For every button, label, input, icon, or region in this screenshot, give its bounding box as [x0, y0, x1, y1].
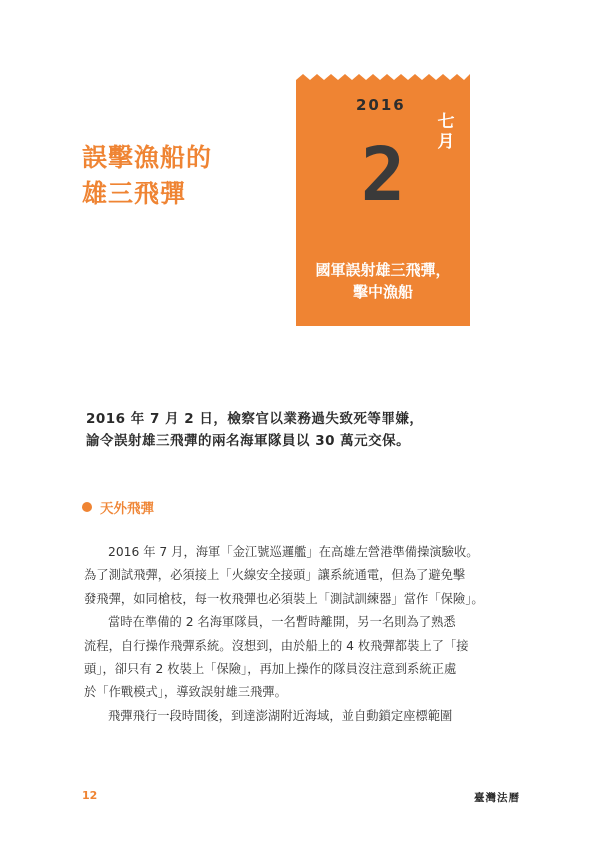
calendar-event-line2: 擊中漁船 [352, 283, 413, 301]
page-number: 12 [82, 789, 98, 802]
bullet-dot-icon [82, 502, 92, 512]
calendar-event [296, 259, 470, 303]
calendar-year: 2016 [356, 96, 406, 114]
calendar-day: 2 [360, 132, 406, 218]
body-line: 流程，自行操作飛彈系統。沒想到，由於船上的 4 枚飛彈都裝上了「接 [84, 638, 469, 653]
summary-line: 2016 年 7 月 2 日，檢察官以業務過失致死等罪嫌， [86, 411, 424, 427]
section-heading-label: 天外飛彈 [100, 501, 154, 517]
article-title-line1: 誤擊漁船的 [82, 143, 213, 172]
body-line: 發飛彈，如同槍枝，每一枚飛彈也必須裝上「測試訓練器」當作「保險」。 [84, 591, 484, 606]
body-line: 為了測試飛彈，必須接上「火線安全接頭」讓系統通電，但為了避免擊 [84, 568, 466, 583]
calendar-page [296, 74, 470, 326]
body-line: 頭」，卻只有 2 枚裝上「保險」，再加上操作的隊員沒注意到系統正處 [84, 662, 457, 677]
body-text [84, 541, 516, 728]
body-line: 於「作戰模式」，導致誤射雄三飛彈。 [84, 685, 287, 700]
body-line: 當時在準備的 2 名海軍隊員，一名暫時離開，另一名則為了熟悉 [108, 615, 456, 630]
book-title: 臺灣法曆 [474, 792, 520, 804]
body-line: 飛彈飛行一段時間後，到達澎湖附近海域，並自動鎖定座標範圍 [108, 708, 453, 723]
body-line: 2016 年 7 月，海軍「金江號巡邏艦」在高雄左營港準備操演驗收。 [108, 545, 479, 559]
section-heading [82, 497, 154, 517]
summary-line: 諭令誤射雄三飛彈的兩名海軍隊員以 30 萬元交保。 [86, 433, 411, 449]
article-title [82, 140, 212, 212]
summary-paragraph [86, 408, 526, 452]
calendar-month: 七月 [437, 112, 455, 152]
calendar-event-line1: 國軍誤射雄三飛彈， [315, 261, 451, 279]
article-title-line2: 雄三飛彈 [82, 179, 187, 208]
